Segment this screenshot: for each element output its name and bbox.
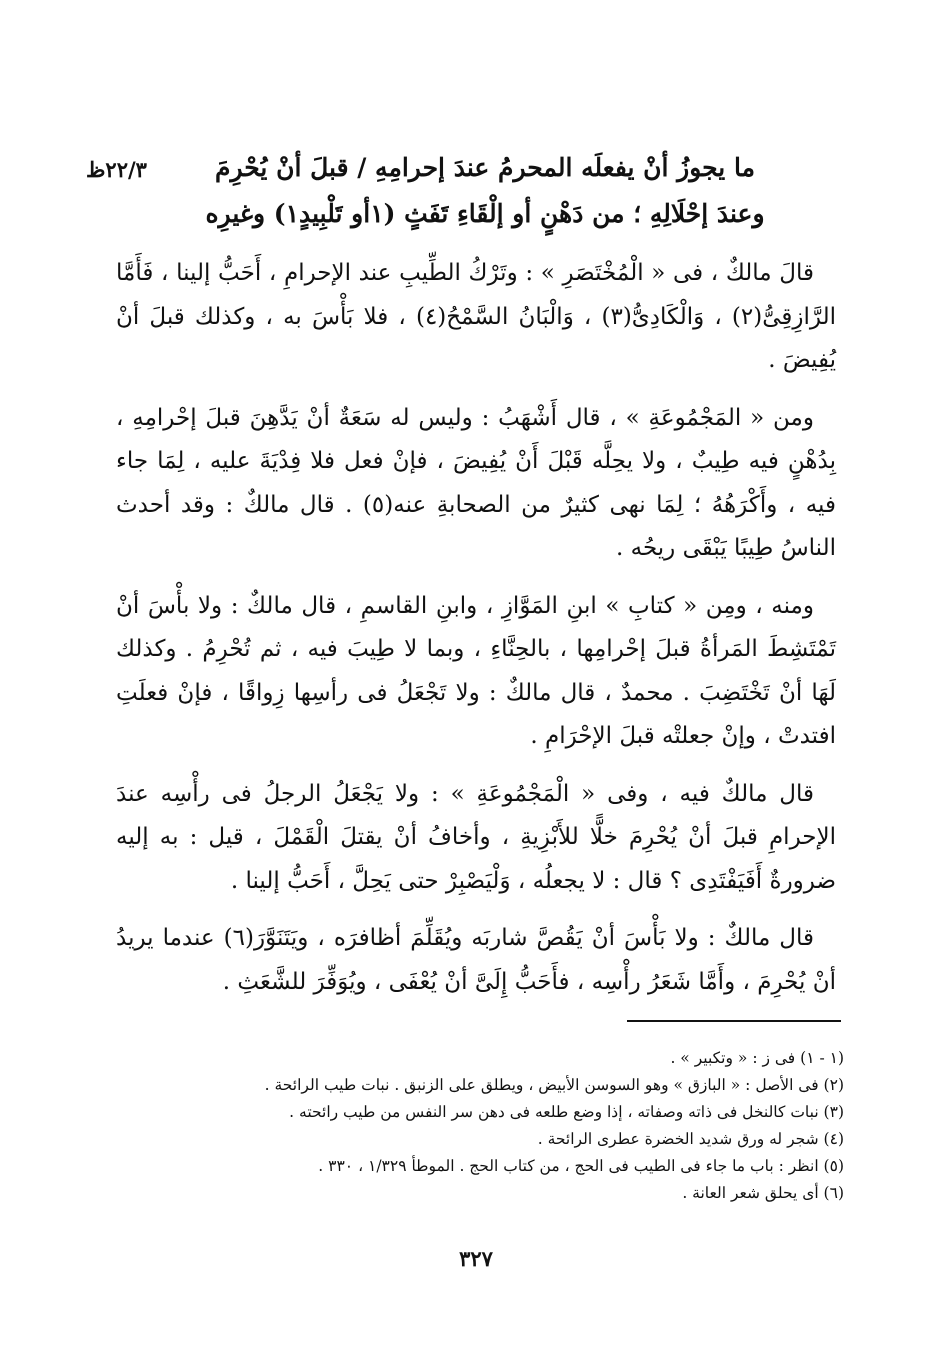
footnote-2: (٢) فى الأصل : « البازق » وهو السوسن الأبيض ، ويطلق على الزنبق . نبات طيب الرائحة .: [264, 1076, 844, 1094]
footnote-4: (٤) شجر له ورق شديد الخضرة عطرى الرائحة .: [537, 1130, 844, 1148]
heading-line-2: وعندَ إحْلَالِهِ ؛ من دَهْنٍ أو إلْقَاءِ تَفَثٍ (١أو تَلْبِيدٍ١) وغيرِه: [205, 199, 765, 228]
heading-line-1: ما يجوزُ أنْ يفعلَه المحرمُ عندَ إحرامِهِ / قبلَ أنْ يُحْرِمَ: [215, 153, 755, 182]
page-number: ٣٢٧: [459, 1246, 493, 1271]
margin-manuscript-reference: ٢٢/٣ظ: [86, 157, 147, 182]
paragraph-2: ومن « المَجْمُوعَةِ » ، قال أَشْهَبُ : وليس له سَعَةٌ أنْ يَدَّهِنَ قبلَ إحْرامِهِ ، بِدُهْنٍ فيه طِيبٌ ، ولا يحِلَّه قَبْلَ أَنْ يُفِيضَ ، فإنْ فعل فلا فِدْيَةَ عليه ، لِمَا جاء فيه ، وأَكْرَهُهُ ؛ لِمَا نهى كثيرٌ من الصحابةِ عنه(٥) . قال مالكٌ : وقد أحدث الناسُ طِيبًا يَبْقَى ريحُه .: [116, 404, 836, 561]
paragraph-3: ومنه ، ومِن « كتابِ » ابنِ المَوَّازِ ، وابنِ القاسمِ ، قال مالكٌ : ولا بأْسَ أنْ تَمْتَشِطَ المَرأةُ قبلَ إحْرامِها ، بالحِنَّاءِ ، وبما لا طِيبَ فيه ، ثم تُحْرِمُ . وكذلك لَهَا أنْ تَخْتَضِبَ . محمدٌ ، قال مالكٌ : ولا تَجْعَلُ فى رأسِها زِواقًا ، فإنْ فعلَتِ افتدتْ ، وإنْ جعلتْه قبلَ الإحْرَامِ .: [116, 592, 836, 749]
footnote-3: (٣) نبات كالنخل فى ذاته وصفاته ، إذا وضع طلعه فى دهن سر النفس من طيب رائحته .: [289, 1103, 844, 1121]
footnote-5: (٥) انظر : باب ما جاء فى الطيب فى الحج ، من كتاب الحج . الموطأ ١/٣٢٩ ، ٣٣٠ .: [318, 1157, 844, 1175]
footnote-6: (٦) أى يحلق شعر العانة .: [682, 1184, 844, 1202]
paragraph-5: قال مالكٌ : ولا بَأْسَ أنْ يَقُصَّ شاربَه ويُقَلِّمَ أظافرَه ، ويَتَنَوَّرَ(٦) عندما يريدُ أنْ يُحْرِمَ ، وأَمَّا شَعَرُ رأْسِه ، فأَحَبُّ إِلَىَّ أنْ يُعْفَى ، ويُوَفِّرَ للشَّعَثِ .: [116, 925, 836, 995]
section-heading: [185, 145, 785, 237]
paragraph-4: قال مالكٌ فيه ، وفى « الْمَجْمُوعَةِ » : ولا يَجْعَلُ الرجلُ فى رأْسِه عندَ الإحرامِ قبلَ أنْ يُحْرِمَ خلًّا للأَبْزِيةِ ، وأخافُ أنْ يقتلَ الْقَمْلَ ، قيل : به إليه ضرورةٌ أَفَيَفْتَدِى ؟ قال : لا يجعلُه ، وَلْيَصْبِرْ حتى يَحِلَّ ، أَحَبُّ إلينا .: [116, 780, 836, 894]
footnotes: [116, 1045, 844, 1207]
paragraph-1: قالَ مالكٌ ، فى « الْمُخْتَصَرِ » : وتَرْكُ الطِّيبِ عند الإحرامِ ، أَحَبُّ إلينا ، فَأَمَّا الرَّازِقِىُّ(٢) ، وَالْكَادِىُّ(٣) ، وَالْبَانُ السَّمْحُ(٤) ، فلا بَأْسَ به ، وكذلك قبلَ أنْ يُفِيضَ .: [116, 260, 836, 373]
main-text: [116, 252, 836, 1018]
footnote-1: (١ - ١) فى ز : « وتكبير » .: [670, 1049, 844, 1067]
footnote-divider: [627, 1020, 841, 1022]
